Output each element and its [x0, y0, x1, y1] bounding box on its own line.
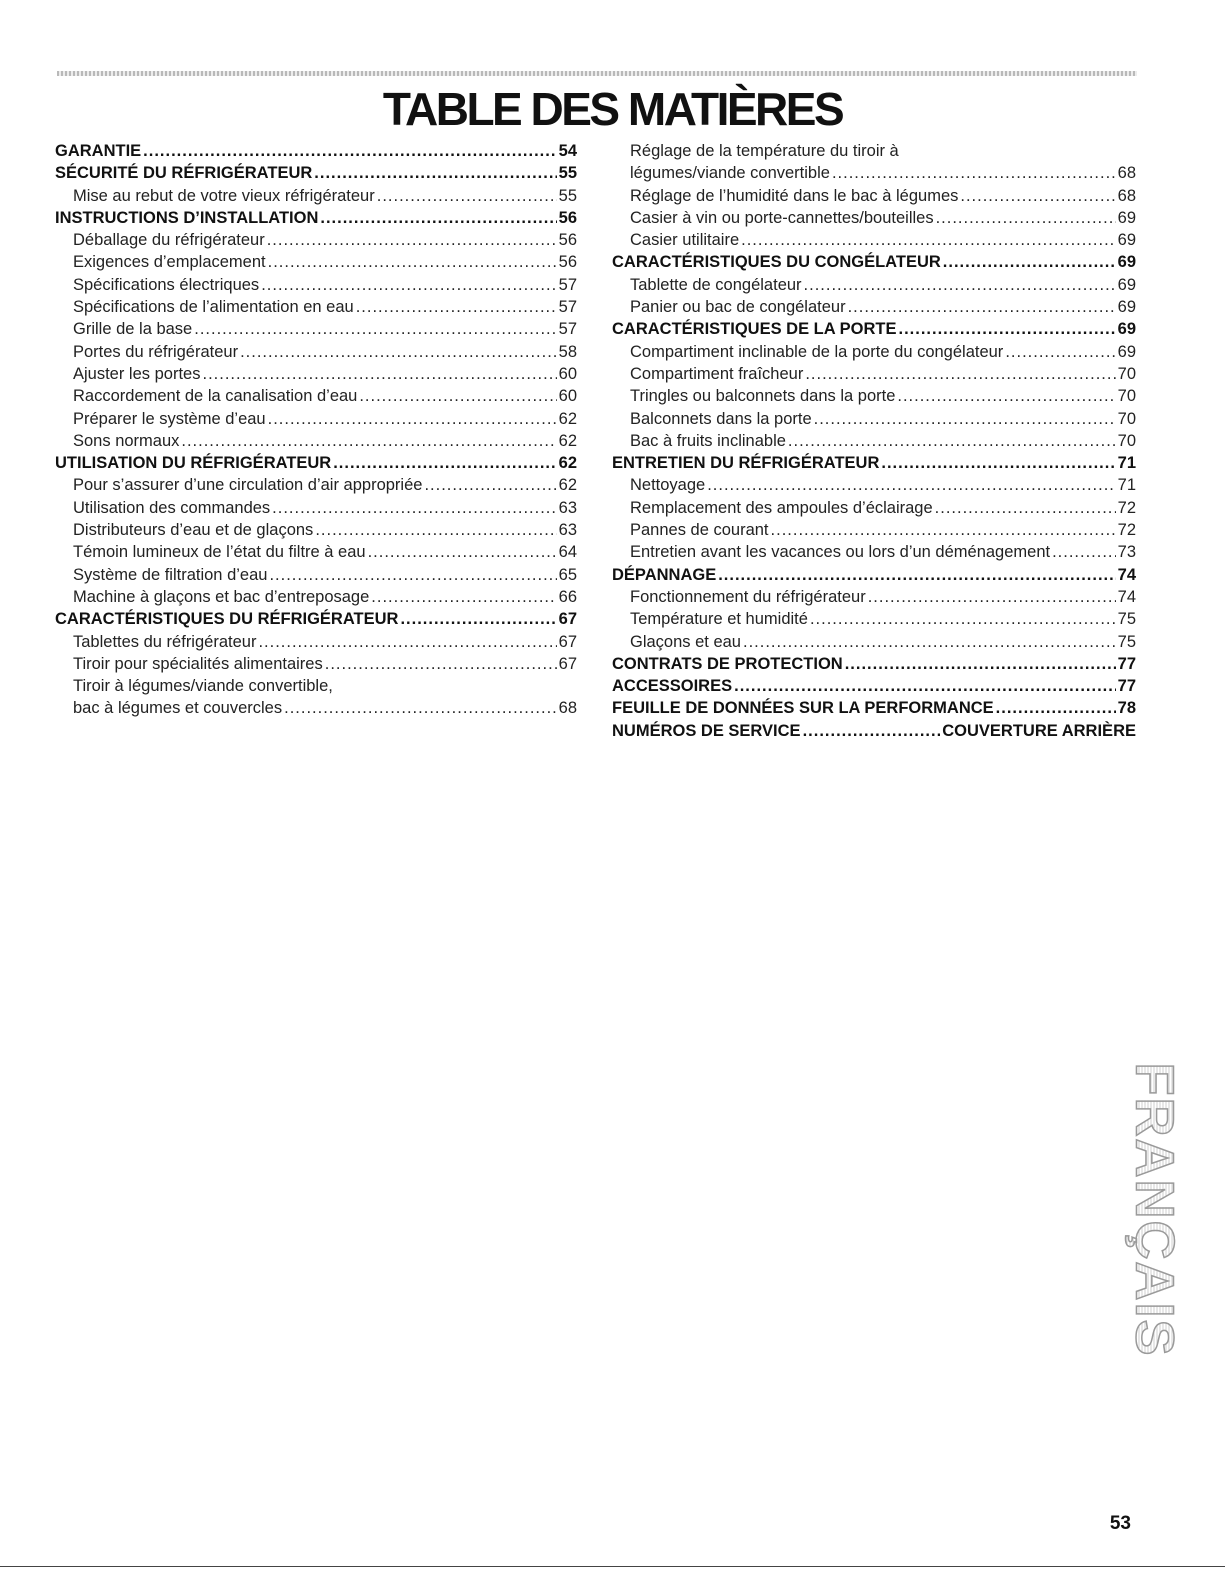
toc-subentry[interactable]	[55, 251, 577, 273]
toc-entry-page: 67	[558, 654, 577, 673]
toc-section-entry[interactable]	[612, 653, 1136, 675]
dot-leader	[371, 586, 556, 608]
dot-leader	[943, 251, 1116, 273]
toc-entry-page: 63	[558, 521, 577, 540]
toc-entry-page: 72	[1117, 498, 1136, 517]
dot-leader	[707, 474, 1115, 496]
toc-entry-label: Tringles ou balconnets dans la porte	[630, 387, 896, 406]
toc-subentry[interactable]	[55, 697, 577, 719]
toc-entry-continued: Réglage de la température du tiroir à	[630, 142, 899, 160]
toc-entry-label: Casier utilitaire	[630, 231, 740, 250]
toc-entry-page: COUVERTURE ARRIÈRE	[942, 721, 1136, 740]
dot-leader	[899, 318, 1116, 340]
dot-leader	[268, 408, 557, 430]
toc-section-entry[interactable]	[55, 452, 577, 474]
toc-entry-label: Panier ou bac de congélateur	[630, 298, 846, 317]
toc-entry-label: Grille de la base	[73, 320, 193, 339]
toc-entry-page: 66	[558, 587, 577, 606]
page-title: TABLE DES MATIÈRES	[382, 83, 843, 135]
toc-entry-label: Spécifications électriques	[73, 275, 260, 294]
toc-subentry[interactable]	[55, 296, 577, 318]
dot-leader	[1005, 341, 1115, 363]
toc-subentry[interactable]	[612, 363, 1136, 385]
dot-leader	[181, 430, 556, 452]
dot-leader	[368, 541, 557, 563]
toc-section-entry[interactable]	[612, 720, 1136, 742]
toc-entry-page: 64	[558, 543, 577, 562]
toc-subentry[interactable]	[612, 474, 1136, 496]
toc-section-entry[interactable]	[612, 675, 1136, 697]
dot-leader	[743, 631, 1116, 653]
toc-entry-label: FEUILLE DE DONNÉES SUR LA PERFORMANCE	[612, 699, 994, 718]
toc-entry-page: 75	[1117, 610, 1136, 629]
dot-leader	[143, 140, 556, 162]
dot-leader	[240, 341, 557, 363]
dot-leader	[284, 697, 557, 719]
dot-leader	[805, 363, 1115, 385]
top-dotted-rule	[57, 71, 1137, 76]
dot-leader	[325, 653, 557, 675]
dot-leader	[267, 229, 557, 251]
toc-entry-label: Utilisation des commandes	[73, 498, 271, 517]
toc-subentry[interactable]	[55, 541, 577, 563]
toc-entry-page: 69	[1117, 320, 1136, 339]
dot-leader	[810, 608, 1116, 630]
dot-leader	[1052, 541, 1116, 563]
toc-entry-label: Mise au rebut de votre vieux réfrigérateur	[73, 186, 375, 205]
toc-entry-page: 70	[1117, 431, 1136, 450]
page-number: 53	[1109, 1513, 1131, 1534]
dot-leader	[845, 653, 1116, 675]
toc-entry-label: ENTRETIEN DU RÉFRIGÉRATEUR	[612, 454, 880, 473]
toc-entry-page: 62	[558, 454, 577, 473]
toc-entry-label: Témoin lumineux de l’état du filtre à eau	[73, 543, 366, 562]
toc-subentry[interactable]	[55, 519, 577, 541]
toc-entry-label: Nettoyage	[630, 476, 706, 495]
toc-entry-label: Compartiment inclinable de la porte du congélateur	[630, 342, 1004, 361]
toc-entry-page: 70	[1117, 387, 1136, 406]
dot-leader	[314, 162, 556, 184]
dot-leader	[320, 207, 556, 229]
toc-entry-page: 62	[558, 476, 577, 495]
dot-leader	[718, 564, 1115, 586]
toc-subentry[interactable]	[55, 274, 577, 296]
toc-right-column	[612, 140, 1136, 742]
toc-entry-label: Entretien avant les vacances ou lors d’un déménagement	[630, 543, 1051, 562]
toc-left-column	[55, 140, 577, 720]
toc-entry-page: 71	[1117, 476, 1136, 495]
toc-entry-page: 55	[558, 186, 577, 205]
dot-leader	[315, 519, 556, 541]
toc-subentry[interactable]	[612, 430, 1136, 452]
toc-entry-label: bac à légumes et couvercles	[73, 699, 283, 718]
toc-subentry[interactable]	[55, 631, 577, 653]
dot-leader	[996, 697, 1116, 719]
toc-entry-page: 72	[1117, 521, 1136, 540]
toc-entry-page: 69	[1117, 231, 1136, 250]
dot-leader	[848, 296, 1116, 318]
toc-entry-page: 55	[558, 164, 577, 183]
dot-leader	[734, 675, 1116, 697]
toc-entry-label: CARACTÉRISTIQUES DU RÉFRIGÉRATEUR	[55, 610, 399, 629]
language-side-tab-text: FRANÇAIS	[1124, 1062, 1184, 1358]
dot-leader	[771, 519, 1116, 541]
toc-entry-label: CARACTÉRISTIQUES DU CONGÉLATEUR	[612, 253, 941, 272]
dot-leader	[261, 274, 556, 296]
toc-entry-label: Machine à glaçons et bac d’entreposage	[73, 587, 370, 606]
toc-entry-page: 57	[558, 275, 577, 294]
toc-entry-page: 67	[558, 610, 577, 629]
toc-entry-label: Glaçons et eau	[630, 632, 741, 651]
toc-entry-label: GARANTIE	[55, 142, 142, 160]
toc-entry-page: 60	[558, 387, 577, 406]
toc-entry-page: 62	[558, 409, 577, 428]
toc-entry-label: Système de filtration d’eau	[73, 565, 268, 584]
toc-entry-label: Tiroir pour spécialités alimentaires	[73, 654, 323, 673]
toc-subentry[interactable]	[55, 564, 577, 586]
toc-entry-label: Casier à vin ou porte-cannettes/bouteilles	[630, 208, 934, 227]
toc-subentry[interactable]	[612, 296, 1136, 318]
toc-entry-label: ACCESSOIRES	[612, 677, 733, 696]
toc-subentry[interactable]	[612, 586, 1136, 608]
toc-subentry[interactable]	[612, 541, 1136, 563]
toc-section-entry[interactable]	[55, 162, 577, 184]
toc-entry-page: 69	[1117, 208, 1136, 227]
toc-entry-page: 75	[1117, 632, 1136, 651]
toc-subentry[interactable]	[612, 631, 1136, 653]
dot-leader	[269, 564, 556, 586]
toc-entry-label: CARACTÉRISTIQUES DE LA PORTE	[612, 320, 897, 339]
toc-section-entry[interactable]	[55, 140, 577, 162]
toc-subentry[interactable]	[55, 474, 577, 496]
toc-entry-page: 56	[558, 208, 577, 227]
toc-subentry[interactable]	[55, 318, 577, 340]
toc-entry-label: Spécifications de l’alimentation en eau	[73, 298, 354, 317]
toc-entry-label: Fonctionnement du réfrigérateur	[630, 587, 866, 606]
toc-section-entry[interactable]	[612, 564, 1136, 586]
toc-entry-label: INSTRUCTIONS D’INSTALLATION	[55, 208, 319, 227]
toc-entry-label: Sons normaux	[73, 431, 180, 450]
toc-subentry[interactable]	[55, 586, 577, 608]
toc-entry-page: 73	[1117, 543, 1136, 562]
dot-leader	[897, 385, 1115, 407]
toc-entry-label: Préparer le système d’eau	[73, 409, 266, 428]
toc-entry-page: 57	[558, 320, 577, 339]
toc-entry-page: 74	[1117, 587, 1136, 606]
toc-entry-page: 54	[558, 142, 577, 160]
toc-entry-page: 69	[1117, 253, 1136, 272]
toc-subentry[interactable]	[612, 229, 1136, 251]
toc-subentry[interactable]	[612, 162, 1136, 184]
dot-leader	[814, 408, 1116, 430]
toc-entry-page: 63	[558, 498, 577, 517]
toc-entry-label: Bac à fruits inclinable	[630, 431, 786, 450]
toc-entry-label: Balconnets dans la porte	[630, 409, 812, 428]
dot-leader	[268, 251, 557, 273]
toc-section-entry[interactable]	[612, 697, 1136, 719]
toc-entry-label: Ajuster les portes	[73, 364, 201, 383]
bottom-rule	[0, 1566, 1225, 1567]
toc-entry-label: SÉCURITÉ DU RÉFRIGÉRATEUR	[55, 164, 313, 183]
toc-entry-page: 57	[558, 298, 577, 317]
toc-subentry[interactable]	[55, 497, 577, 519]
toc-subentry[interactable]	[612, 185, 1136, 207]
toc-entry-page: 68	[1117, 164, 1136, 183]
dot-leader	[194, 318, 556, 340]
dot-leader	[788, 430, 1116, 452]
dot-leader	[868, 586, 1116, 608]
toc-entry-label: Compartiment fraîcheur	[630, 364, 804, 383]
toc-entry-label: Tablettes du réfrigérateur	[73, 632, 257, 651]
toc-subentry[interactable]	[55, 363, 577, 385]
toc-subentry[interactable]	[612, 497, 1136, 519]
dot-leader	[258, 631, 556, 653]
toc-entry-page: 70	[1117, 409, 1136, 428]
toc-entry-page: 69	[1117, 298, 1136, 317]
toc-entry-page: 77	[1117, 677, 1136, 696]
toc-subentry[interactable]	[55, 229, 577, 251]
toc-entry-page: 68	[558, 699, 577, 718]
dot-leader	[400, 608, 556, 630]
toc-subentry[interactable]	[612, 519, 1136, 541]
toc-section-entry[interactable]	[55, 608, 577, 630]
toc-subentry[interactable]	[612, 608, 1136, 630]
toc-entry-label: Raccordement de la canalisation d’eau	[73, 387, 358, 406]
dot-leader	[935, 497, 1116, 519]
toc-entry-page: 69	[1117, 275, 1136, 294]
toc-entry-label: Déballage du réfrigérateur	[73, 231, 265, 250]
toc-subentry[interactable]	[612, 408, 1136, 430]
toc-entry-label: Exigences d’emplacement	[73, 253, 266, 272]
toc-entry-page: 56	[558, 231, 577, 250]
toc-entry-page: 77	[1117, 654, 1136, 673]
dot-leader	[272, 497, 556, 519]
toc-section-entry[interactable]	[612, 318, 1136, 340]
dot-leader	[359, 385, 556, 407]
toc-entry-page: 68	[1117, 186, 1136, 205]
dot-leader	[881, 452, 1115, 474]
toc-entry-page: 60	[558, 364, 577, 383]
dot-leader	[832, 162, 1116, 184]
dot-leader	[741, 229, 1116, 251]
toc-entry-page: 78	[1117, 699, 1136, 718]
toc-subentry[interactable]	[55, 185, 577, 207]
dot-leader	[424, 474, 556, 496]
toc-entry-page: 58	[558, 342, 577, 361]
toc-subentry[interactable]	[612, 274, 1136, 296]
toc-subentry[interactable]	[55, 408, 577, 430]
toc-subentry[interactable]	[612, 341, 1136, 363]
toc-entry-page: 62	[558, 431, 577, 450]
toc-subentry[interactable]	[612, 385, 1136, 407]
dot-leader	[960, 185, 1115, 207]
toc-entry-label: Remplacement des ampoules d’éclairage	[630, 498, 933, 517]
toc-entry-page: 67	[558, 632, 577, 651]
toc-entry-label: DÉPANNAGE	[612, 565, 717, 584]
toc-entry-label: Température et humidité	[630, 610, 808, 629]
toc-section-entry[interactable]	[612, 452, 1136, 474]
toc-section-entry[interactable]	[55, 207, 577, 229]
toc-entry-page: 65	[558, 565, 577, 584]
toc-entry-label: Tablette de congélateur	[630, 275, 802, 294]
dot-leader	[377, 185, 557, 207]
toc-entry-label: Distributeurs d’eau et de glaçons	[73, 521, 314, 540]
dot-leader	[936, 207, 1116, 229]
toc-entry-label: Portes du réfrigérateur	[73, 342, 239, 361]
toc-subentry[interactable]	[612, 207, 1136, 229]
language-side-tab	[1124, 1062, 1184, 1358]
toc-entry-label: Réglage de l’humidité dans le bac à légumes	[630, 186, 959, 205]
dot-leader	[804, 274, 1116, 296]
dot-leader	[356, 296, 557, 318]
toc-section-entry[interactable]	[612, 251, 1136, 273]
toc-entry-continued: Tiroir à légumes/viande convertible,	[73, 677, 333, 696]
dot-leader	[803, 720, 941, 742]
toc-entry-label: UTILISATION DU RÉFRIGÉRATEUR	[55, 454, 332, 473]
toc-entry-label: CONTRATS DE PROTECTION	[612, 654, 843, 673]
toc-entry-page: 70	[1117, 364, 1136, 383]
dot-leader	[202, 363, 556, 385]
toc-entry-label: légumes/viande convertible	[630, 164, 830, 183]
toc-entry-page: 71	[1117, 454, 1136, 473]
toc-subentry[interactable]	[55, 341, 577, 363]
toc-subentry[interactable]	[55, 430, 577, 452]
toc-subentry[interactable]	[55, 653, 577, 675]
toc-entry-page: 56	[558, 253, 577, 272]
toc-entry-label: Pour s’assurer d’une circulation d’air appropriée	[73, 476, 423, 495]
toc-entry-label: Pannes de courant	[630, 521, 769, 540]
toc-entry-page: 69	[1117, 342, 1136, 361]
toc-entry-label: NUMÉROS DE SERVICE	[612, 721, 801, 740]
toc-subentry[interactable]	[55, 385, 577, 407]
toc-entry-page: 74	[1117, 565, 1136, 584]
dot-leader	[333, 452, 556, 474]
